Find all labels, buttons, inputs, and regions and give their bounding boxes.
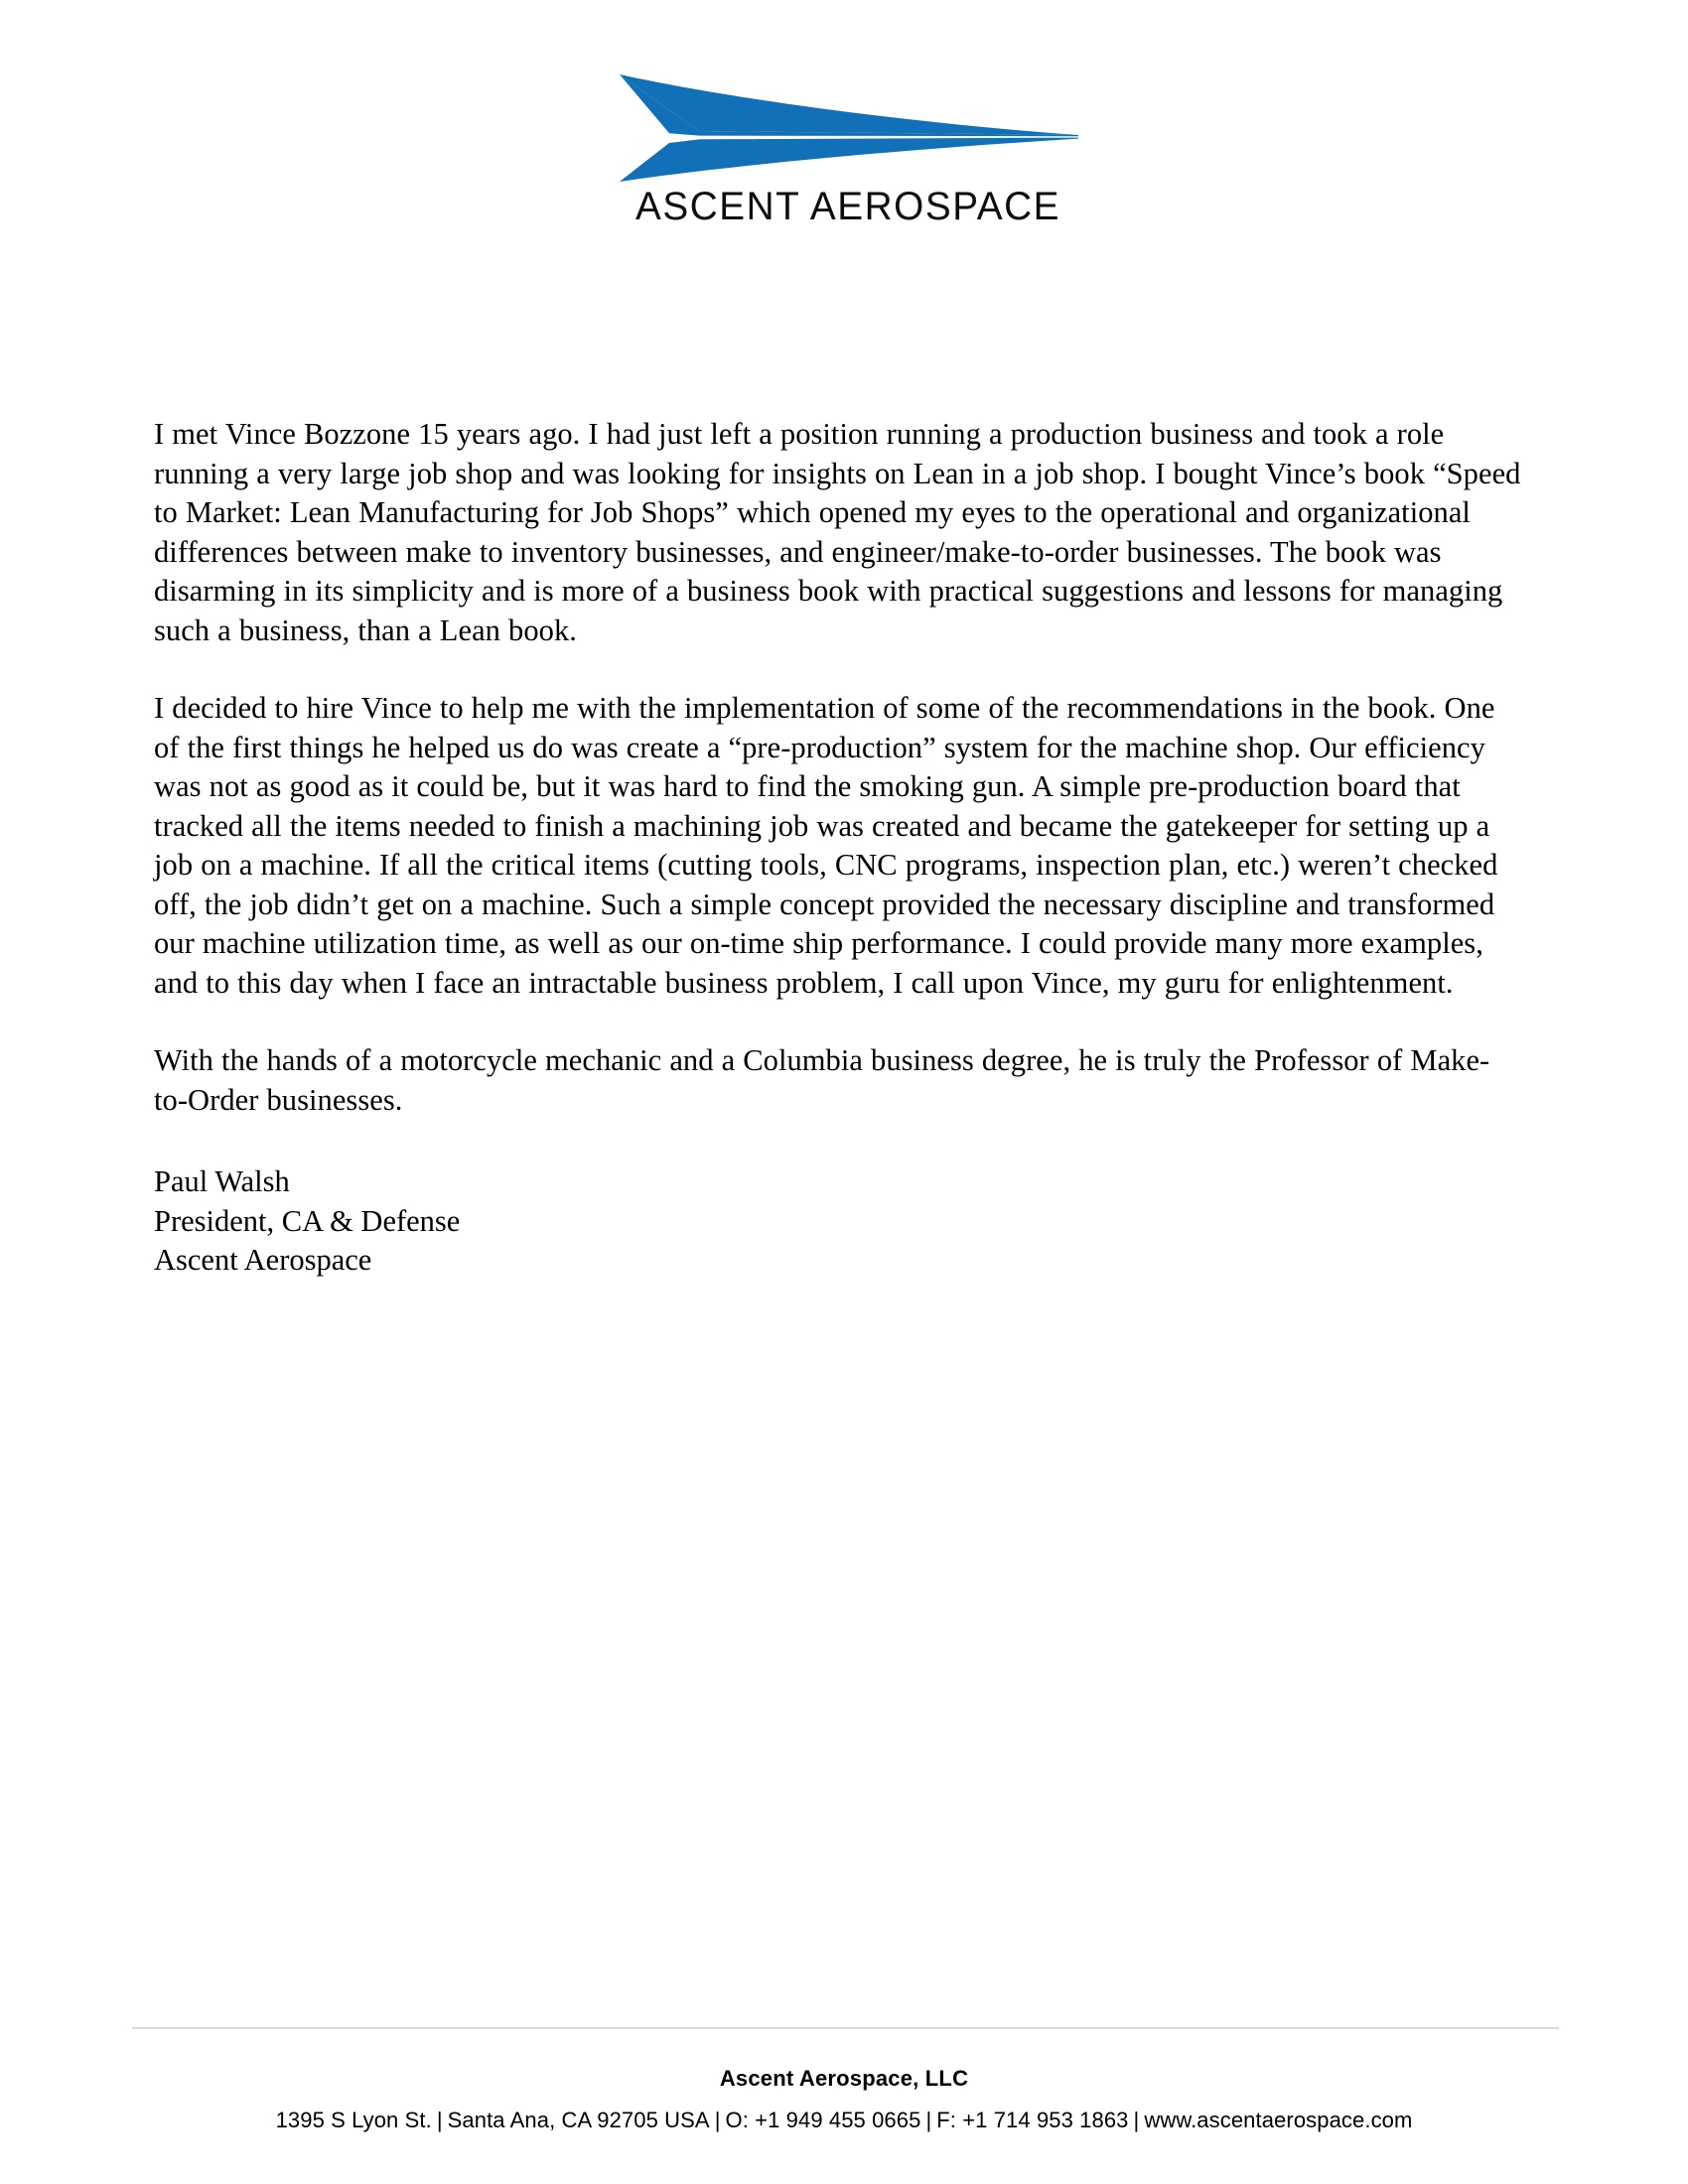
footer-separator-1: | (436, 2108, 443, 2132)
letterhead (0, 0, 1688, 298)
footer-address-line (0, 2107, 1688, 2134)
signature-company: Ascent Aerospace (154, 1243, 372, 1277)
wordmark-text: ASCENT AEROSPACE (635, 185, 1060, 228)
footer-city-state-zip: Santa Ana, CA 92705 USA (447, 2108, 710, 2132)
footer-separator-4: | (1133, 2108, 1140, 2132)
paragraph-3: With the hands of a motorcycle mechanic and a Columbia business degree, he is truly the Professor of Make-to-Order businesses. (154, 1043, 1490, 1117)
footer-company-name: Ascent Aerospace, LLC (719, 2066, 969, 2091)
footer-content (0, 2065, 1688, 2134)
footer-fax: F: +1 714 953 1863 (936, 2108, 1129, 2132)
letter-body (154, 415, 1522, 1281)
signature-block (154, 1159, 1522, 1281)
footer-divider (132, 2027, 1559, 2029)
footer-website[interactable]: www.ascentaerospace.com (1144, 2108, 1413, 2132)
company-logo (614, 69, 1080, 238)
signature-name: Paul Walsh (154, 1164, 290, 1198)
footer-street: 1395 S Lyon St. (275, 2108, 432, 2132)
footer-office-phone: O: +1 949 455 0665 (725, 2108, 921, 2132)
paragraph-2: I decided to hire Vince to help me with the implementation of some of the recommendations in the book. One of the first things he helped us do was create a “pre-production” system for the machine shop. Our efficiency was not as good as it could be, but it was hard to find the smoking gun. A simple pre-production board that tracked all the items needed to finish a machining job was created and became the gatekeeper for setting up a job on a machine. If all the critical items (cutting tools, CNC programs, inspection plan, etc.) weren’t checked off, the job didn’t get on a machine. Such a simple concept provided the necessary discipline and transformed our machine utilization time, as well as our on-time ship performance. I could provide many more examples, and to this day when I face an intractable business problem, I call upon Vince, my guru for enlightenment. (154, 691, 1498, 1000)
signature-title: President, CA & Defense (154, 1203, 461, 1238)
footer-separator-2: | (714, 2108, 721, 2132)
paragraph-1: I met Vince Bozzone 15 years ago. I had just left a position running a production business and took a role running a very large job shop and was looking for insights on Lean in a job shop. I bought Vince’s book “Speed to Market: Lean Manufacturing for Job Shops” which opened my eyes to the operational and organizational differences between make to inventory businesses, and engineer/make-to-order businesses. The book was disarming in its simplicity and is more of a business book with practical suggestions and lessons for managing such a business, than a Lean book. (154, 417, 1521, 647)
footer-separator-3: | (925, 2108, 932, 2132)
ascent-swoosh-icon (614, 69, 1080, 187)
page-footer (0, 2013, 1688, 2184)
ascent-aerospace-wordmark (635, 185, 1062, 228)
